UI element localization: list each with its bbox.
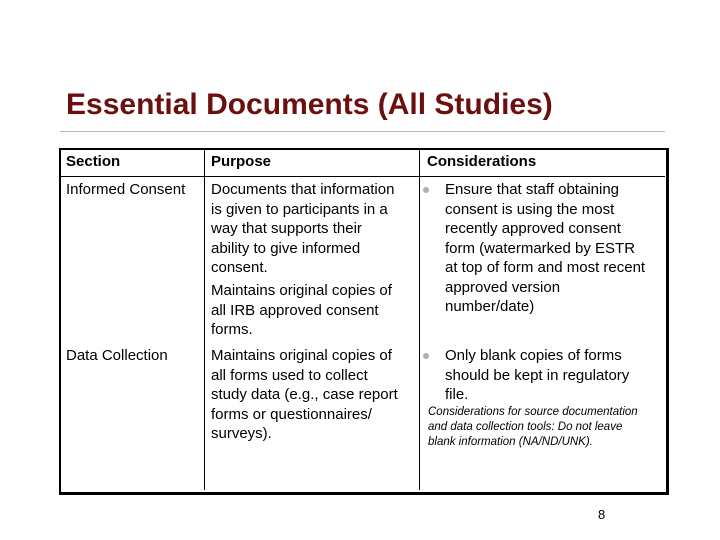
bullet-icon bbox=[423, 353, 429, 359]
row-data-collection-section: Data Collection bbox=[66, 347, 168, 364]
row-data-collection-purpose: Maintains original copies of all forms used to collect study data (e.g., case report forms or questionnaires/ surveys). bbox=[211, 347, 398, 442]
row-informed-consent-purpose-1: Documents that information is given to participants in a way that supports their ability to give informed consent. bbox=[211, 181, 395, 276]
row-data-collection-consideration: Only blank copies of forms should be kept in regulatory file. bbox=[445, 347, 630, 403]
header-purpose: Purpose bbox=[211, 153, 272, 170]
header-considerations: Considerations bbox=[427, 153, 537, 170]
row-informed-consent-purpose-2: Maintains original copies of all IRB approved consent forms. bbox=[211, 282, 392, 338]
header-divider bbox=[61, 176, 665, 177]
column-divider-1 bbox=[204, 150, 205, 490]
row-data-collection-note: Considerations for source documentation and data collection tools: Do not leave blank information (NA/ND/UNK). bbox=[428, 406, 638, 448]
row-informed-consent-consideration: Ensure that staff obtaining consent is using the most recently approved consent form (watermarked by ESTR at top of form and most recent approved version number/date) bbox=[445, 181, 646, 315]
row-informed-consent-section: Informed Consent bbox=[66, 181, 186, 198]
column-divider-2 bbox=[419, 150, 420, 490]
bullet-icon bbox=[423, 187, 429, 193]
header-section: Section bbox=[66, 153, 121, 170]
title-divider bbox=[60, 131, 665, 132]
slide-title: Essential Documents (All Studies) bbox=[66, 88, 553, 121]
page-number: 8 bbox=[598, 507, 606, 522]
